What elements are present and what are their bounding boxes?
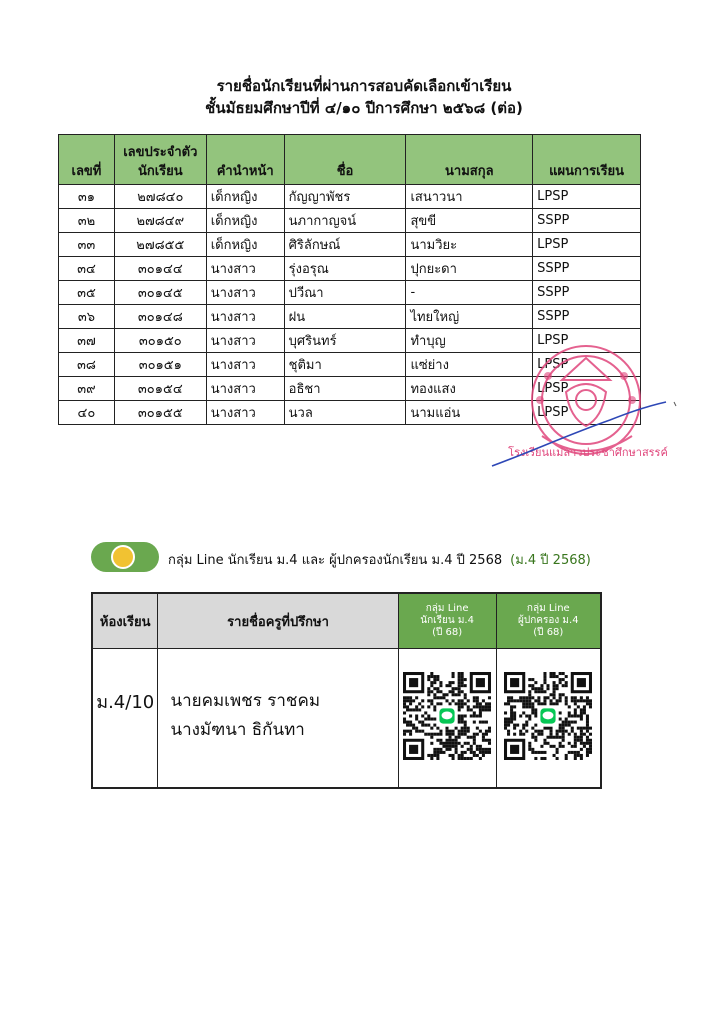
col-id-header-line1: เลขประจำตัว xyxy=(123,145,198,160)
student-no: ๓๑ xyxy=(59,185,115,209)
student-last-name: นามวิยะ xyxy=(406,233,533,257)
col-id-header xyxy=(114,135,206,185)
student-prefix: นางสาว xyxy=(206,377,284,401)
col-last-name-header: นามสกุล xyxy=(406,135,533,185)
student-program: LPSP xyxy=(533,185,641,209)
student-prefix: เด็กหญิง xyxy=(206,209,284,233)
room-header: ห้องเรียน xyxy=(92,593,158,649)
col-program-header: แผนการเรียน xyxy=(533,135,641,185)
student-no: ๓๓ xyxy=(59,233,115,257)
student-prefix: นางสาว xyxy=(206,353,284,377)
student-program: SSPP xyxy=(533,281,641,305)
student-id: ๓๐๑๔๘ xyxy=(114,305,206,329)
student-id: ๒๗๘๕๕ xyxy=(114,233,206,257)
student-last-name: - xyxy=(406,281,533,305)
student-last-name: ปุกยะดา xyxy=(406,257,533,281)
line-group-caption xyxy=(168,549,591,570)
student-prefix: เด็กหญิง xyxy=(206,233,284,257)
line-caption-tag: (ม.4 ปี 2568) xyxy=(510,553,591,568)
student-last-name: แซ่ย่าง xyxy=(406,353,533,377)
student-id: ๓๐๑๔๔ xyxy=(114,257,206,281)
line-group-table xyxy=(91,592,602,789)
parent-qr-header-l1: กลุ่ม Line xyxy=(526,603,570,614)
page-title: รายชื่อนักเรียนที่ผ่านการสอบคัดเลือกเข้าเรียน xyxy=(216,77,512,95)
student-last-name: ทำบุญ xyxy=(406,329,533,353)
parent-qr-header-l3: (ปี 68) xyxy=(533,627,564,638)
col-prefix-header: คำนำหน้า xyxy=(206,135,284,185)
student-id: ๓๐๑๔๕ xyxy=(114,281,206,305)
student-id: ๒๗๘๔๙ xyxy=(114,209,206,233)
teachers-cell xyxy=(158,649,398,789)
student-program: LPSP xyxy=(533,329,641,353)
col-first-name-header: ชื่อ xyxy=(284,135,406,185)
parent-qr-header xyxy=(496,593,601,649)
parent-qr-header-l2: ผู้ปกครอง ม.4 xyxy=(518,615,579,626)
student-no: ๔๐ xyxy=(59,401,115,425)
student-no: ๓๘ xyxy=(59,353,115,377)
student-first-name: นวล xyxy=(284,401,406,425)
table-row xyxy=(59,257,641,281)
student-id: ๓๐๑๕๔ xyxy=(114,377,206,401)
student-last-name: เสนาวนา xyxy=(406,185,533,209)
table-row xyxy=(59,209,641,233)
line-table-header-row xyxy=(92,593,601,649)
student-first-name: บุศรินทร์ xyxy=(284,329,406,353)
student-qr-header xyxy=(398,593,496,649)
student-no: ๓๙ xyxy=(59,377,115,401)
student-last-name: สุขขี xyxy=(406,209,533,233)
line-caption-text: กลุ่ม Line นักเรียน ม.4 และ ผู้ปกครองนักเรียน ม.4 ปี 2568 xyxy=(168,553,503,568)
student-program: LPSP xyxy=(533,377,641,401)
student-prefix: นางสาว xyxy=(206,305,284,329)
student-qr-cell xyxy=(398,649,496,789)
student-last-name: นามแอ่น xyxy=(406,401,533,425)
student-line-qr-code-icon[interactable] xyxy=(403,672,491,760)
stamp-text: โรงเรียนแม่ลาวประชาศึกษาสรรค์ xyxy=(508,446,668,459)
student-first-name: ปวีณา xyxy=(284,281,406,305)
student-first-name: กัญญาพัชร xyxy=(284,185,406,209)
student-no: ๓๔ xyxy=(59,257,115,281)
student-program: SSPP xyxy=(533,257,641,281)
school-emblem-pill xyxy=(91,542,159,572)
col-no-header: เลขที่ xyxy=(59,135,115,185)
student-first-name: ฝน xyxy=(284,305,406,329)
student-id: ๒๗๘๔๐ xyxy=(114,185,206,209)
student-no: ๓๕ xyxy=(59,281,115,305)
student-qr-header-l2: นักเรียน ม.4 xyxy=(420,615,474,626)
student-no: ๓๖ xyxy=(59,305,115,329)
student-prefix: นางสาว xyxy=(206,329,284,353)
student-prefix: นางสาว xyxy=(206,401,284,425)
table-row xyxy=(59,185,641,209)
col-id-header-line2: นักเรียน xyxy=(137,164,183,179)
student-first-name: อธิชา xyxy=(284,377,406,401)
page-subtitle: ชั้นมัธยมศึกษาปีที่ ๔/๑๐ ปีการศึกษา ๒๕๖๘ (ต่อ) xyxy=(205,99,523,117)
student-id: ๓๐๑๕๑ xyxy=(114,353,206,377)
student-first-name: ศิริลักษณ์ xyxy=(284,233,406,257)
student-prefix: เด็กหญิง xyxy=(206,185,284,209)
parent-qr-cell xyxy=(496,649,601,789)
table-row xyxy=(59,233,641,257)
student-last-name: ทองแสง xyxy=(406,377,533,401)
table-row xyxy=(59,281,641,305)
parent-line-qr-code-icon[interactable] xyxy=(504,672,592,760)
student-program: LPSP xyxy=(533,233,641,257)
student-first-name: รุ่งอรุณ xyxy=(284,257,406,281)
student-qr-header-l1: กลุ่ม Line xyxy=(425,603,469,614)
line-table-row xyxy=(92,649,601,789)
student-program: SSPP xyxy=(533,209,641,233)
teacher-name-1: นายคมเพชร ราชคม xyxy=(170,691,321,711)
school-emblem-icon xyxy=(111,545,135,569)
student-program: LPSP xyxy=(533,353,641,377)
student-program: SSPP xyxy=(533,305,641,329)
table-row xyxy=(59,305,641,329)
room-cell: ม.4/10 xyxy=(92,649,158,789)
student-last-name: ไทยใหญ่ xyxy=(406,305,533,329)
student-prefix: นางสาว xyxy=(206,281,284,305)
student-prefix: นางสาว xyxy=(206,257,284,281)
student-id: ๓๐๑๕๐ xyxy=(114,329,206,353)
teachers-header: รายชื่อครูที่ปรึกษา xyxy=(158,593,398,649)
student-id: ๓๐๑๕๕ xyxy=(114,401,206,425)
student-qr-header-l3: (ปี 68) xyxy=(432,627,463,638)
student-first-name: นภากาญจน์ xyxy=(284,209,406,233)
signature-icon xyxy=(490,394,670,474)
student-first-name: ชุติมา xyxy=(284,353,406,377)
teacher-name-2: นางมัฑนา ธิกันทา xyxy=(170,720,305,740)
student-no: ๓๒ xyxy=(59,209,115,233)
table-header-row xyxy=(59,135,641,185)
student-no: ๓๗ xyxy=(59,329,115,353)
student-program: LPSP xyxy=(533,401,641,425)
